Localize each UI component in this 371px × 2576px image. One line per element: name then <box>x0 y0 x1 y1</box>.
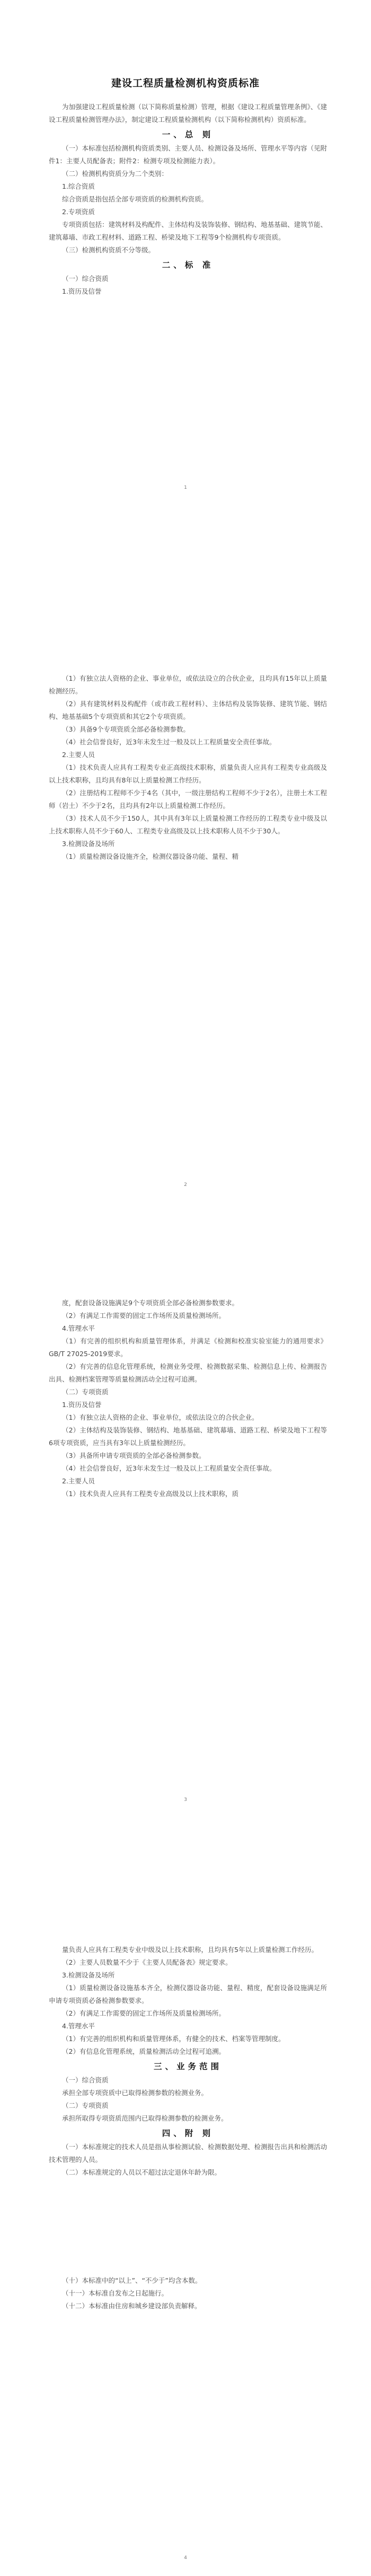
paragraph: 3.检测设备及场所 <box>62 840 115 848</box>
paragraph: （1）有完善的组织机构和质量管理体系，并满足《检测和校准实验室能力的通用要求》GB/T 27025-2019要求。 <box>49 1337 327 1358</box>
paragraph: 量负责人应具有工程类专业中级及以上技术职称，且均具有5年以上质量检测工作经历。 <box>62 1946 318 1954</box>
heading-business-scope: 三、业务范围 <box>153 2062 222 2071</box>
paragraph: 1.资历及信誉 <box>62 287 102 295</box>
appendix-section <box>49 2141 327 2179</box>
paragraph: （3）技术人员不少于150人，其中具有3年以上质量检测工作经历的工程类专业中级及以上技术职称人员不少于60人、工程类专业高级及以上技术职称人员不少于30人。 <box>49 814 327 835</box>
paragraph: 4.管理水平 <box>62 2022 95 2030</box>
paragraph: （一）本标准包括检测机构资质类别、主要人员、检测设备及场所、管理水平等内容（见附件1：主要人员配备表；附件2：检测专项及检测能力表）。 <box>49 144 328 165</box>
paragraph: （二）专项资质 <box>62 1388 109 1396</box>
page-1 <box>0 0 371 646</box>
paragraph: 专项资质包括：建筑材料及构配件、主体结构及装饰装修、钢结构、地基基础、建筑节能、建筑幕墙、市政工程材料、道路工程、桥梁及地下工程等9个检测机构专项资质。 <box>49 221 328 241</box>
paragraph: （2）具有建筑材料及构配件（或市政工程材料）、主体结构及装饰装修、建筑节能、钢结构、地基基础5个专项资质和其它2个专项资质。 <box>49 700 327 720</box>
document-title: 建设工程质量检测机构资质标准 <box>111 77 260 89</box>
paragraph: （2）有完善的信息化管理系统，检测业务受理、检测数据采集、检测信息上传、检测报告出具、检测档案管理等质量检测活动全过程可追溯。 <box>49 1362 327 1383</box>
paragraph: 2.专项资质 <box>62 208 95 216</box>
standard-section <box>49 272 327 298</box>
page-4 <box>0 1940 371 2576</box>
heading-general: 一、总 则 <box>162 130 214 139</box>
paragraph: （二）本标准规定的人员以不超过法定退休年龄为限。 <box>62 2168 222 2176</box>
paragraph: 4.管理水平 <box>62 1324 95 1332</box>
paragraph: （2）有信息化管理系统，质量检测活动全过程可追溯。 <box>62 2047 225 2055</box>
paragraph: （一）综合资质 <box>62 275 109 283</box>
paragraph: 2.主要人员 <box>62 1477 95 1485</box>
page-number: 4 <box>184 2555 187 2561</box>
specialty-section-continued <box>49 1944 327 2058</box>
paragraph: （2）有满足工作需要的固定工作场所及质量检测场所。 <box>62 1312 225 1320</box>
paragraph: 综合资质是指包括全部专项资质的检测机构资质。 <box>62 195 208 203</box>
paragraph: 1.资历及信誉 <box>62 1401 102 1409</box>
page-number: 3 <box>184 1797 187 1803</box>
paragraph: 承担全部专项资质中已取得检测参数的检测业务。 <box>62 2089 208 2097</box>
standard-section-continued <box>49 672 327 863</box>
heading-standard: 二、标 准 <box>162 260 214 270</box>
appendix-final-clauses <box>49 2274 327 2313</box>
heading-appendix: 四、附 则 <box>162 2129 214 2138</box>
paragraph: （二）专项资质 <box>62 2102 109 2109</box>
paragraph: （4）社会信誉良好，近3年未发生过一般及以上工程质量安全责任事故。 <box>62 1464 276 1472</box>
intro-section <box>49 101 327 126</box>
general-section <box>49 142 327 257</box>
page-2 <box>0 647 371 1293</box>
paragraph: （3）具备9个专项资质全部必备检测参数。 <box>62 725 190 733</box>
paragraph: （2）主体结构及装饰装修、钢结构、地基基础、建筑幕墙、道路工程、桥梁及地下工程等6项专项资质，应当具有3年以上质量检测经历。 <box>49 1426 327 1447</box>
paragraph: 1.综合资质 <box>62 182 95 190</box>
paragraph: （三）检测机构资质不分等级。 <box>62 246 155 254</box>
specialty-section <box>49 1297 327 1500</box>
paragraph: （1）质量检测设备设施齐全，检测仪器设备功能、量程、精 <box>62 852 238 860</box>
page-3 <box>0 1294 371 1939</box>
paragraph: （1）有完善的组织机构和质量管理体系，有健全的技术、档案等管理制度。 <box>62 2035 285 2043</box>
paragraph: （十二）本标准由住房和城乡建设部负责解释。 <box>62 2302 201 2310</box>
paragraph: （1）有独立法人资格的企业、事业单位，或依法设立的合伙企业，且均具有15年以上质量检测经历。 <box>49 674 327 695</box>
paragraph: （1）有独立法人资格的企业、事业单位，或依法设立的合伙企业。 <box>62 1413 259 1421</box>
paragraph: （2）注册结构工程师不少于4名（其中，一级注册结构工程师不少于2名），注册土木工程师（岩土）不少于2名，且均具有2年以上质量检测工作经历。 <box>49 789 327 810</box>
paragraph: （一）本标准规定的技术人员是指从事检测试验、检测数据处理、检测报告出具和检测活动技术管理的人员。 <box>49 2143 328 2164</box>
paragraph: （3）具备所申请专项资质的全部必备检测参数。 <box>62 1452 206 1460</box>
paragraph: 为加强建设工程质量检测（以下简称质量检测）管理，根据《建设工程质量管理条例》、《建设工程质量检测管理办法》，制定建设工程质量检测机构（以下简称检测机构）资质标准。 <box>49 103 328 124</box>
paragraph: （二）检测机构资质分为二个类别： <box>62 170 169 178</box>
page-number: 1 <box>184 485 187 490</box>
paragraph: （十）本标准中的“以上”、“不少于”均含本数。 <box>62 2276 202 2284</box>
paragraph: （4）社会信誉良好，近3年未发生过一般及以上工程质量安全责任事故。 <box>62 738 276 746</box>
paragraph: （1）技术负责人应具有工程类专业高级及以上技术职称，质 <box>62 1490 238 1498</box>
business-scope-section <box>49 2074 327 2125</box>
paragraph: 3.检测设备及场所 <box>62 1971 115 1979</box>
paragraph: （2）主要人员数量不少于《主要人员配备表》规定要求。 <box>62 1958 232 1966</box>
paragraph: （一）综合资质 <box>62 2076 109 2084</box>
paragraph: 承担所取得专项资质范围内已取得检测参数的检测业务。 <box>62 2114 228 2122</box>
paragraph: （2）有满足工作需要的固定工作场所及质量检测场所。 <box>62 2009 225 2017</box>
paragraph: 度，配套设备设施满足9个专项资质全部必备检测参数要求。 <box>62 1299 238 1307</box>
paragraph: （1）质量检测设备设施基本齐全，检测仪器设备功能、量程、精度，配套设备设施满足所申请专项资质必备检测参数要求。 <box>49 1984 327 2004</box>
paragraph: 2.主要人员 <box>62 751 95 759</box>
page-number: 2 <box>184 1182 187 1188</box>
paragraph: （十一）本标准自发布之日起施行。 <box>62 2289 169 2297</box>
paragraph: （1）技术负责人应具有工程类专业正高级技术职称，质量负责人应具有工程类专业高级及以上技术职称，且均具有8年以上质量检测工作经历。 <box>49 763 327 784</box>
